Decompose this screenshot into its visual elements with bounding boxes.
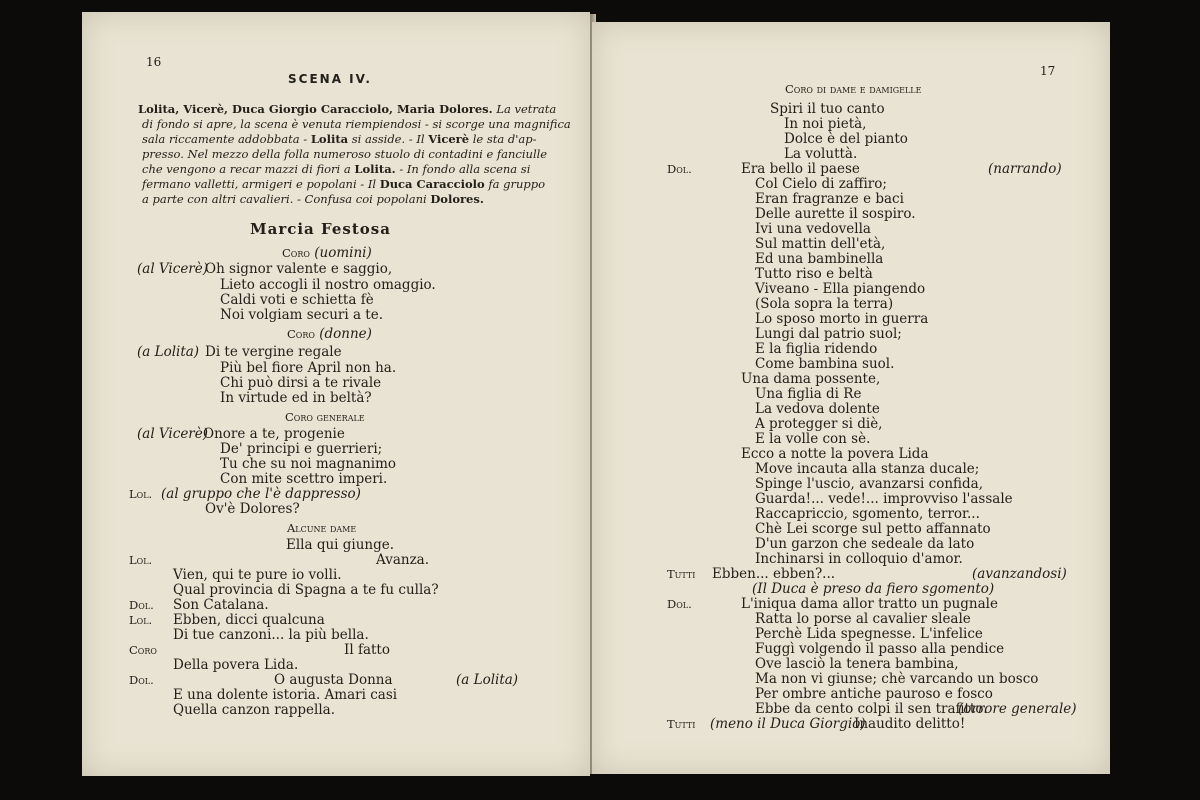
verse-line: Ma non vi giunse; chè varcando un bosco xyxy=(755,671,1039,687)
verse-line: Vien, qui te pure io volli. xyxy=(173,567,342,583)
speaker-label: Dol. xyxy=(129,598,154,612)
verse-line: Ove lasciò la tenera bambina, xyxy=(755,656,959,672)
stage-direction-line: sala riccamente addobbata - Lolita si asside. - Il Vicerè le sta d'ap- xyxy=(142,132,537,146)
speaker-label: Lol. xyxy=(129,553,153,567)
verse-line: E la volle con sè. xyxy=(755,431,871,447)
speaker-label: Tutti xyxy=(667,567,696,581)
verse-line: Inaudito delitto! xyxy=(854,716,966,732)
verse-line: Caldi voti e schietta fè xyxy=(220,292,374,308)
verse-line: De' principi e guerrieri; xyxy=(220,441,383,457)
stage-direction: (avanzandosi) xyxy=(972,566,1067,582)
stage-direction-line: presso. Nel mezzo della folla numeroso stuolo di contadini e fanciulle xyxy=(142,147,548,161)
verse-line: Per ombre antiche pauroso e fosco xyxy=(755,686,993,702)
verse-line: Lieto accogli il nostro omaggio. xyxy=(220,277,436,293)
speaker-label: Lol. xyxy=(129,487,153,501)
verse-line: A protegger si diè, xyxy=(755,416,883,432)
verse-line: Oh signor valente e saggio, xyxy=(205,261,393,277)
page-number: 17 xyxy=(1040,64,1056,78)
stage-direction: (al Vicerè) xyxy=(137,426,209,442)
verse-line: Delle aurette il sospiro. xyxy=(755,206,916,222)
stage-direction-line: a parte con altri cavalieri. - Confusa coi popolani Dolores. xyxy=(142,192,484,206)
verse-line: Avanza. xyxy=(376,552,430,568)
verse-line: Il fatto xyxy=(344,642,390,658)
left-page xyxy=(82,12,590,776)
speaker-label: Dol. xyxy=(129,673,154,687)
stage-direction: (al Vicerè) xyxy=(137,261,209,277)
verse-line: Più bel fiore April non ha. xyxy=(220,360,397,376)
stage-direction: (meno il Duca Giorgio) xyxy=(710,716,866,732)
verse-line: Quella canzon rappella. xyxy=(173,702,336,718)
verse-line: Ov'è Dolores? xyxy=(205,501,300,517)
stage-direction-line: Lolita, Vicerè, Duca Giorgio Caracciolo, Maria Dolores. La vetrata xyxy=(138,102,557,116)
stage-direction-line: che vengono a recar mazzi di fiori a Lolita. - In fondo alla scena si xyxy=(142,162,531,176)
verse-line: Col Cielo di zaffiro; xyxy=(755,176,887,192)
speaker-label: Dol. xyxy=(667,162,692,176)
verse-line: Ebbe da cento colpi il sen trafitto. xyxy=(755,701,988,717)
verse-line: Lo sposo morto in guerra xyxy=(755,311,929,327)
verse-line: La voluttà. xyxy=(784,146,858,162)
verse-line: Dolce è del pianto xyxy=(784,131,908,147)
verse-line: Move incauta alla stanza ducale; xyxy=(755,461,980,477)
verse-line: Ebben... ebben?... xyxy=(712,566,836,582)
verse-line: Qual provincia di Spagna a te fu culla? xyxy=(173,582,439,598)
section-title: Marcia Festosa xyxy=(250,220,391,238)
stage-direction: (a Lolita) xyxy=(137,344,200,360)
stage-direction: (Il Duca è preso da fiero sgomento) xyxy=(752,581,995,597)
verse-line: Con mite scettro imperi. xyxy=(220,471,388,487)
verse-line: Della povera Lida. xyxy=(173,657,299,673)
verse-line: In noi pietà, xyxy=(784,116,867,132)
verse-line: Ella qui giunge. xyxy=(286,537,395,553)
verse-line: Eran fragranze e baci xyxy=(755,191,904,207)
speaker-label: Lol. xyxy=(129,613,153,627)
verse-line: E la figlia ridendo xyxy=(755,341,878,357)
stage-direction-line: fermano valletti, armigeri e popolani - Il Duca Caracciolo fa gruppo xyxy=(142,177,546,191)
verse-line: La vedova dolente xyxy=(755,401,880,417)
verse-line: Lungi dal patrio suol; xyxy=(755,326,902,342)
stage-direction: (orrore generale) xyxy=(958,701,1077,717)
right-page xyxy=(592,22,1110,774)
verse-line: Spiri il tuo canto xyxy=(770,101,885,117)
verse-line: Perchè Lida spegnesse. L'infelice xyxy=(755,626,983,642)
speaker-label: Dol. xyxy=(667,597,692,611)
stage-direction: (narrando) xyxy=(988,161,1062,177)
verse-line: Ratta lo porse al cavalier sleale xyxy=(755,611,971,627)
verse-line: Come bambina suol. xyxy=(755,356,895,372)
scene-heading: SCENA IV. xyxy=(288,72,372,86)
page-number: 16 xyxy=(146,55,162,69)
verse-line: Una dama possente, xyxy=(741,371,881,387)
verse-line: Ebben, dicci qualcuna xyxy=(173,612,325,628)
verse-line: O augusta Donna xyxy=(274,672,393,688)
verse-line: Ecco a notte la povera Lida xyxy=(741,446,929,462)
verse-line: Onore a te, progenie xyxy=(203,426,345,442)
speaker-heading: Alcune dame xyxy=(287,521,357,535)
speaker-heading: Coro di dame e damigelle xyxy=(785,82,922,96)
verse-line: Inchinarsi in colloquio d'amor. xyxy=(755,551,963,567)
verse-line: E una dolente istoria. Amari casi xyxy=(173,687,398,703)
verse-line: Di tue canzoni... la più bella. xyxy=(173,627,369,643)
verse-line: Viveano - Ella piangendo xyxy=(755,281,926,297)
verse-line: D'un garzon che sedeale da lato xyxy=(755,536,975,552)
speaker-heading: Coro (uomini) xyxy=(282,245,372,261)
speaker-label: Coro xyxy=(129,643,157,657)
verse-line: Noi volgiam securi a te. xyxy=(220,307,384,323)
verse-line: Raccapriccio, sgomento, terror... xyxy=(755,506,980,522)
verse-line: Guarda!... vede!... improvviso l'assale xyxy=(755,491,1013,507)
verse-line: Era bello il paese xyxy=(741,161,860,177)
verse-line: Sul mattin dell'età, xyxy=(755,236,886,252)
verse-line: (Sola sopra la terra) xyxy=(755,296,894,312)
verse-line: Ed una bambinella xyxy=(755,251,884,267)
speaker-label: Tutti xyxy=(667,717,696,731)
verse-line: Spinge l'uscio, avanzarsi confida, xyxy=(755,476,984,492)
stage-direction-line: di fondo si apre, la scena è venuta riempiendosi - si scorge una magnifica xyxy=(142,117,571,131)
stage-direction: (a Lolita) xyxy=(456,672,519,688)
verse-line: In virtude ed in beltà? xyxy=(220,390,372,406)
verse-line: Tutto riso e beltà xyxy=(755,266,873,282)
verse-line: Una figlia di Re xyxy=(755,386,862,402)
speaker-heading: Coro (donne) xyxy=(287,326,372,342)
verse-line: Chè Lei scorge sul petto affannato xyxy=(755,521,991,537)
stage-direction: (al gruppo che l'è dappresso) xyxy=(161,486,361,502)
verse-line: Ivi una vedovella xyxy=(755,221,871,237)
verse-line: Di te vergine regale xyxy=(205,344,342,360)
verse-line: Son Catalana. xyxy=(173,597,269,613)
verse-line: L'iniqua dama allor tratto un pugnale xyxy=(741,596,998,612)
verse-line: Fuggì volgendo il passo alla pendice xyxy=(755,641,1005,657)
speaker-heading: Coro generale xyxy=(285,410,365,424)
verse-line: Chi può dirsi a te rivale xyxy=(220,375,382,391)
verse-line: Tu che su noi magnanimo xyxy=(220,456,397,472)
